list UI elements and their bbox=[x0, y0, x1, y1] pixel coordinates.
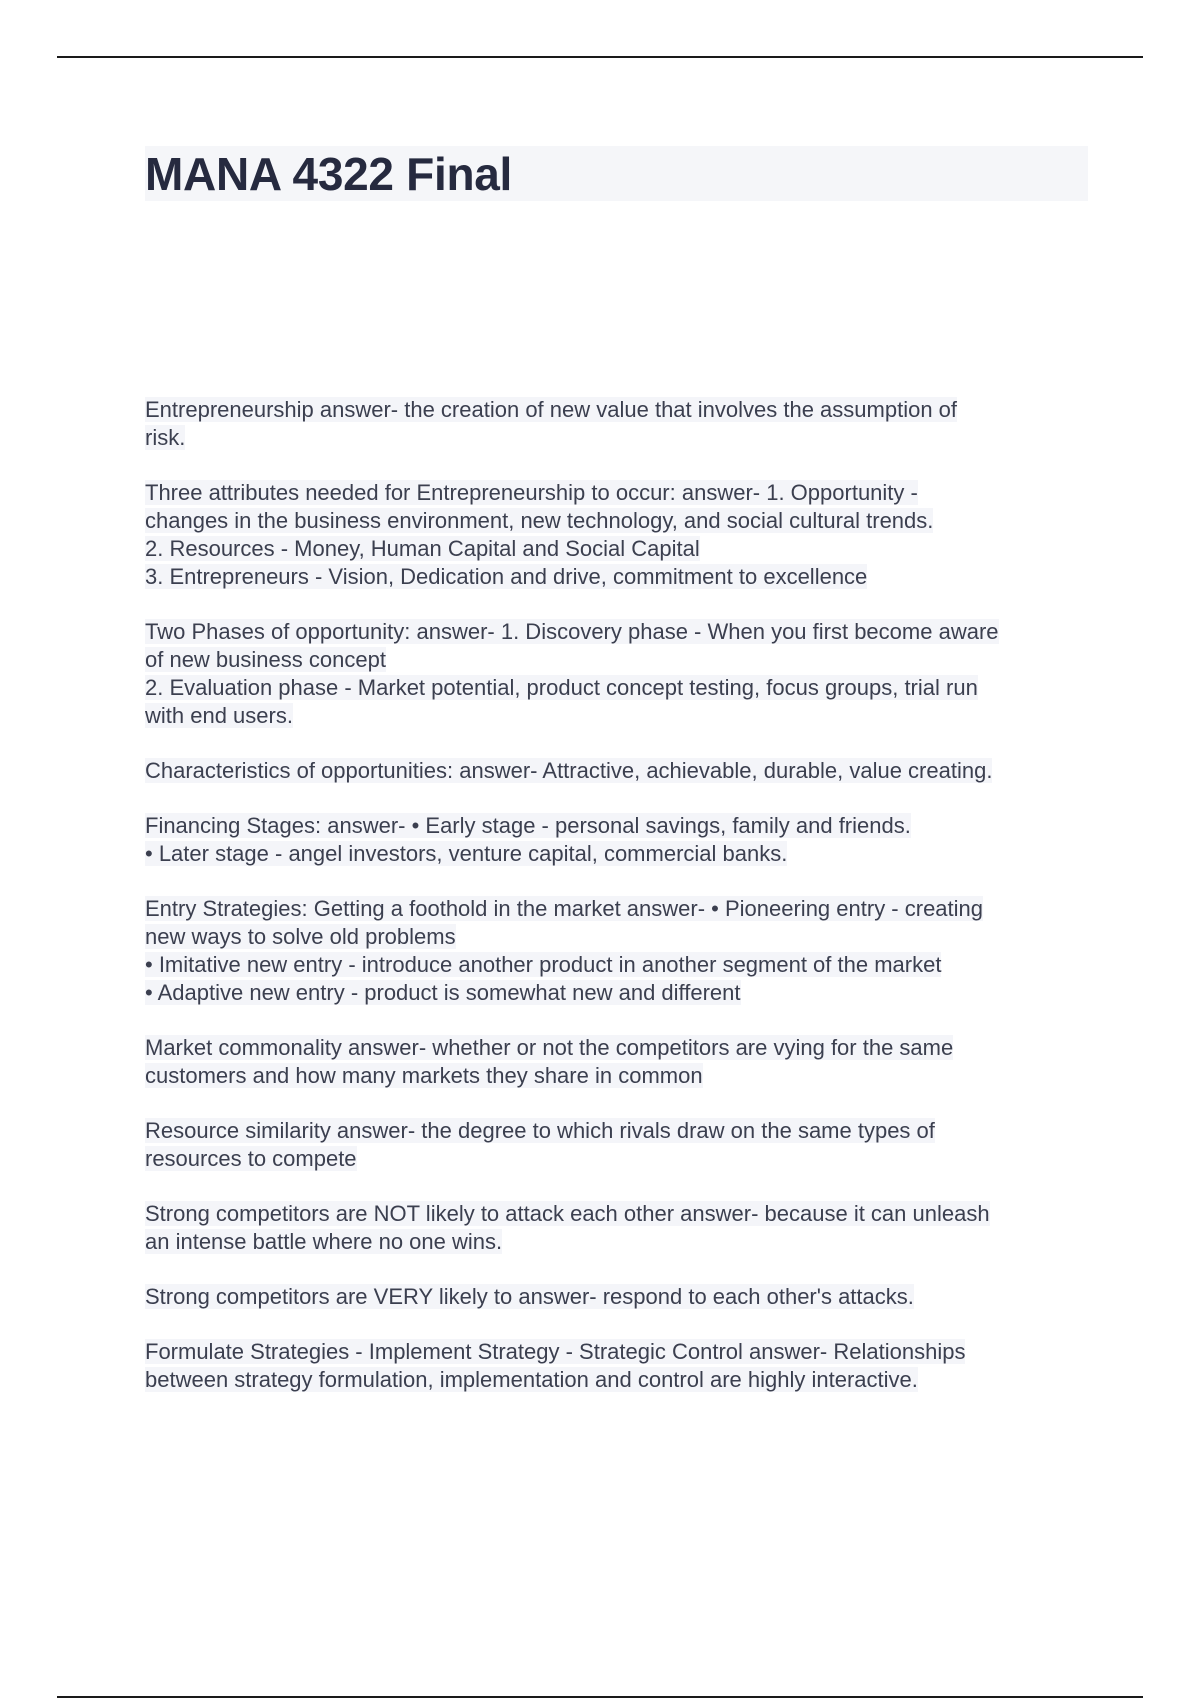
entry-line: Strong competitors are NOT likely to attack each other answer- because it can unleash bbox=[145, 1201, 990, 1226]
page-title: MANA 4322 Final bbox=[145, 148, 513, 200]
flashcard-three-attributes bbox=[145, 479, 1095, 591]
flashcard-characteristics bbox=[145, 757, 1095, 785]
entry-line: changes in the business environment, new technology, and social cultural trends. bbox=[145, 508, 934, 533]
entry-line: between strategy formulation, implementation and control are highly interactive. bbox=[145, 1367, 918, 1392]
entry-line: 2. Evaluation phase - Market potential, product concept testing, focus groups, trial run bbox=[145, 675, 978, 700]
top-rule bbox=[57, 56, 1143, 58]
entry-line: an intense battle where no one wins. bbox=[145, 1229, 503, 1254]
entry-line: resources to compete bbox=[145, 1146, 357, 1171]
entry-line: • Adaptive new entry - product is somewhat new and different bbox=[145, 980, 741, 1005]
entry-line: Resource similarity answer- the degree to which rivals draw on the same types of bbox=[145, 1118, 935, 1143]
bottom-rule bbox=[57, 1696, 1143, 1698]
entry-line: Financing Stages: answer- • Early stage - personal savings, family and friends. bbox=[145, 813, 911, 838]
entry-line: of new business concept bbox=[145, 647, 386, 672]
entry-line: Characteristics of opportunities: answer- Attractive, achievable, durable, value creating. bbox=[145, 758, 993, 783]
flashcard-list bbox=[145, 396, 1095, 1421]
entry-line: Market commonality answer- whether or not the competitors are vying for the same bbox=[145, 1035, 954, 1060]
entry-line: 2. Resources - Money, Human Capital and Social Capital bbox=[145, 536, 700, 561]
entry-line: Entry Strategies: Getting a foothold in the market answer- • Pioneering entry - creating bbox=[145, 896, 984, 921]
entry-line: Formulate Strategies - Implement Strategy - Strategic Control answer- Relationships bbox=[145, 1339, 966, 1364]
flashcard-not-likely-attack bbox=[145, 1200, 1095, 1256]
entry-line: Three attributes needed for Entrepreneurship to occur: answer- 1. Opportunity - bbox=[145, 480, 918, 505]
entry-line: • Imitative new entry - introduce another product in another segment of the market bbox=[145, 952, 942, 977]
flashcard-financing-stages bbox=[145, 812, 1095, 868]
flashcard-very-likely-respond bbox=[145, 1283, 1095, 1311]
entry-line: risk. bbox=[145, 425, 186, 450]
flashcard-resource-similarity bbox=[145, 1117, 1095, 1173]
entry-line: with end users. bbox=[145, 703, 293, 728]
flashcard-market-commonality bbox=[145, 1034, 1095, 1090]
flashcard-entry-strategies bbox=[145, 895, 1095, 1007]
flashcard-strategy-control bbox=[145, 1338, 1095, 1394]
entry-line: Entrepreneurship answer- the creation of new value that involves the assumption of bbox=[145, 397, 958, 422]
entry-line: new ways to solve old problems bbox=[145, 924, 456, 949]
flashcard-two-phases bbox=[145, 618, 1095, 730]
flashcard-entrepreneurship bbox=[145, 396, 1095, 452]
entry-line: 3. Entrepreneurs - Vision, Dedication and drive, commitment to excellence bbox=[145, 564, 868, 589]
entry-line: Two Phases of opportunity: answer- 1. Discovery phase - When you first become aware bbox=[145, 619, 999, 644]
entry-line: • Later stage - angel investors, venture capital, commercial banks. bbox=[145, 841, 788, 866]
entry-line: customers and how many markets they share in common bbox=[145, 1063, 703, 1088]
entry-line: Strong competitors are VERY likely to answer- respond to each other's attacks. bbox=[145, 1284, 914, 1309]
